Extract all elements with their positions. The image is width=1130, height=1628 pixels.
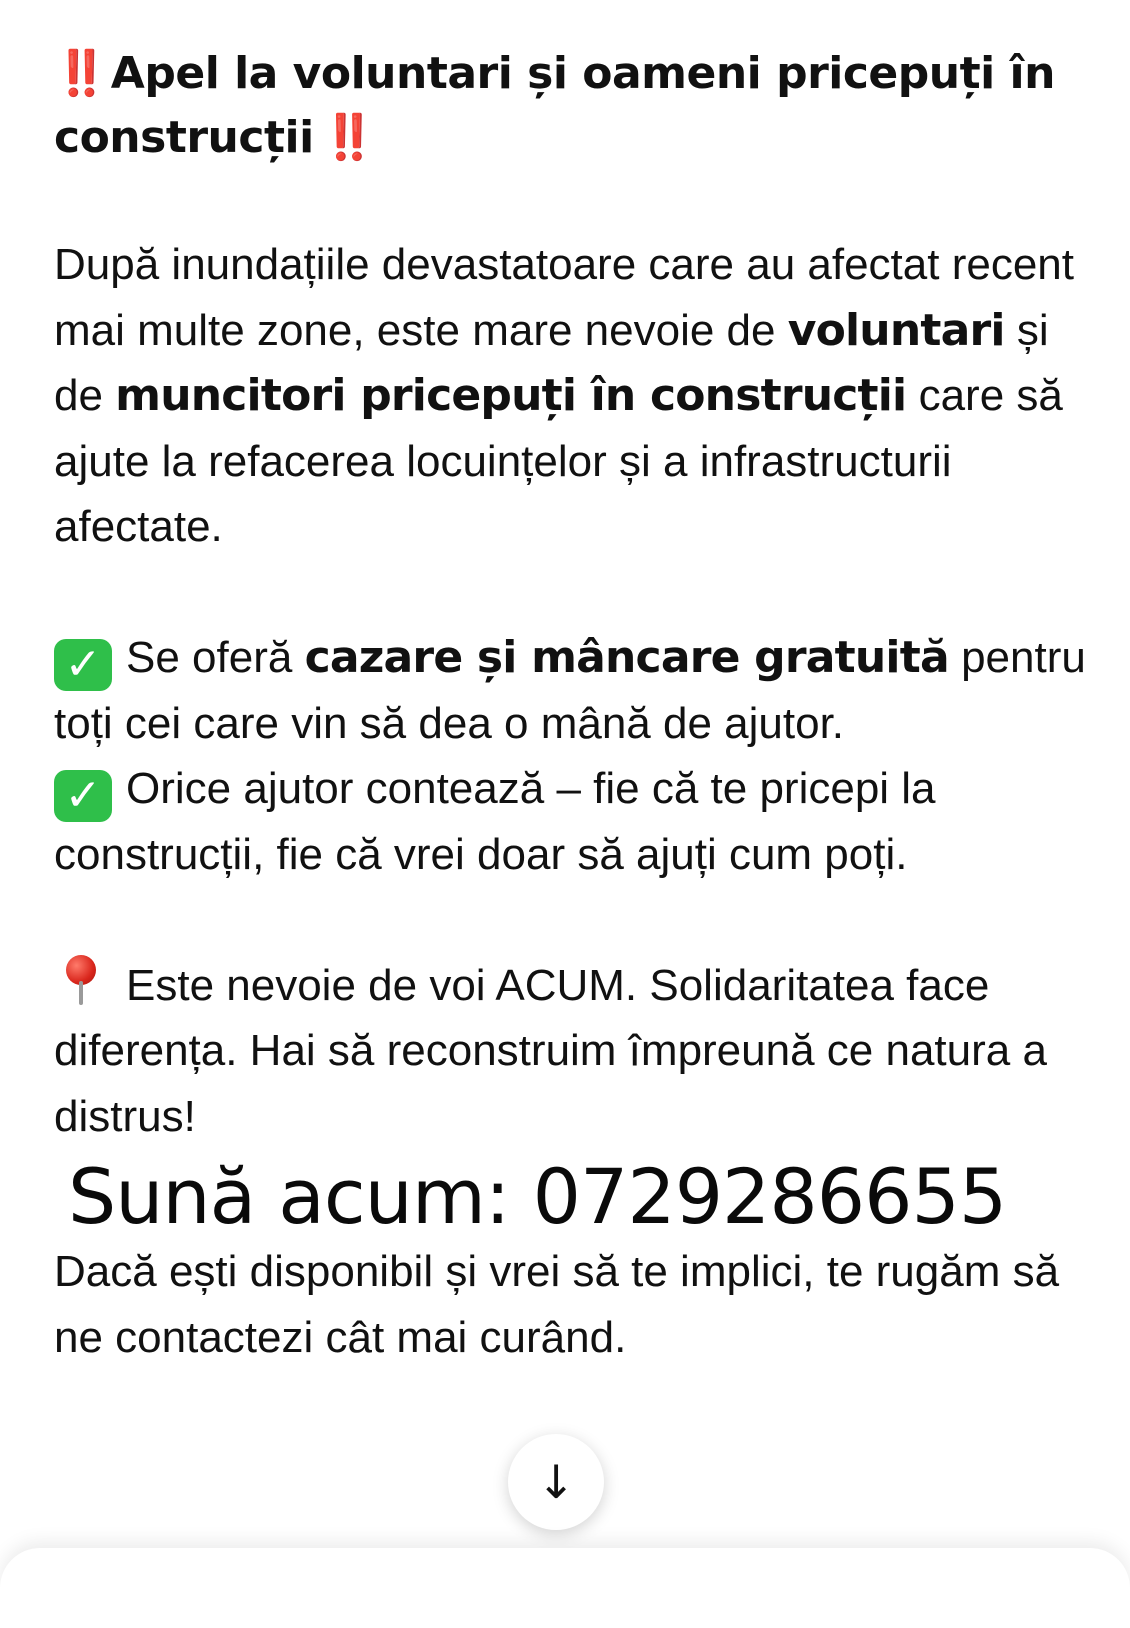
closing-paragraph: Dacă ești disponibil și vrei să te implici, te rugăm să ne contactezi cât mai curând. — [54, 1247, 1060, 1362]
offer-paragraph — [54, 625, 1104, 757]
intro-text: și de — [54, 305, 1049, 420]
offer-text: Se oferă — [126, 632, 305, 682]
intro-text: care să ajute la refacerea locuințelor și a infrastructurii afectate. — [54, 371, 1063, 551]
double-exclamation-icon: ‼️ — [321, 112, 369, 163]
post-content — [54, 42, 1104, 1370]
urgent-text: Este nevoie de voi ACUM. Solidaritatea face diferența. Hai să reconstruim împreună ce natura a distrus! — [54, 960, 1047, 1141]
arrow-down-icon: ↓ — [536, 1455, 576, 1509]
intro-bold-volunteers: voluntari — [787, 304, 1005, 356]
check-mark-icon: ✓ — [54, 639, 112, 691]
help-text: Orice ajutor contează – fie că te pricepi la construcții, fie că vrei doar să ajuți cum poți. — [54, 764, 936, 879]
scroll-down-button[interactable] — [508, 1434, 604, 1530]
bottom-sheet — [0, 1548, 1130, 1628]
post-title — [54, 42, 1104, 170]
intro-bold-workers: muncitori pricepuți în construcții — [115, 370, 907, 421]
phone-call-text: Sună acum: 0729286655 — [68, 1152, 1007, 1241]
pin-icon — [54, 955, 112, 1007]
intro-text: După inundațiile devastatoare care au afectat recent mai multe zone, este mare nevoie de — [54, 240, 1074, 355]
offer-text: pentru toți cei care vin să dea o mână de ajutor. — [54, 632, 1086, 748]
check-mark-icon: ✓ — [54, 770, 112, 822]
double-exclamation-icon: ‼️ — [54, 48, 101, 99]
post-title-text: Apel la voluntari și oameni pricepuți în construcții — [54, 48, 1055, 163]
intro-paragraph — [54, 232, 1104, 560]
offer-bold-text: cazare și mâncare gratuită — [304, 631, 949, 683]
help-paragraph — [54, 756, 1104, 888]
urgent-paragraph — [54, 953, 1104, 1150]
